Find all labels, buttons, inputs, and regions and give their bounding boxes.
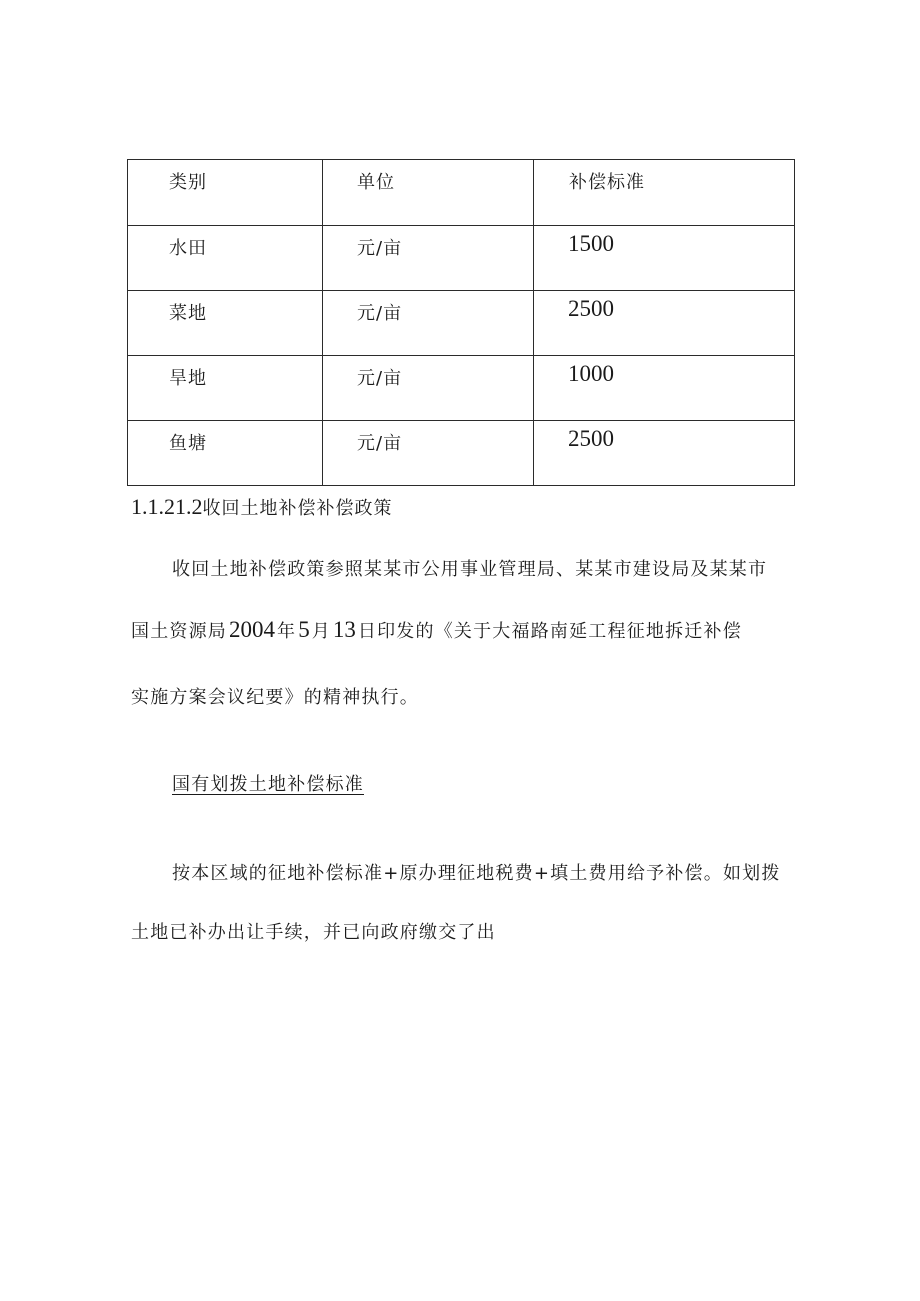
cell-standard: 1000 — [534, 356, 795, 421]
table-row — [128, 421, 795, 486]
cell-standard: 1500 — [534, 226, 795, 291]
paragraph-line: 收回土地补偿政策参照某某市公用事业管理局、某某市建设局及某某市 — [172, 559, 768, 580]
table-header-row — [128, 160, 795, 226]
cell-category: 水田 — [128, 226, 323, 291]
cell-standard: 2500 — [534, 291, 795, 356]
header-unit: 单位 — [323, 160, 534, 226]
cell-category: 鱼塘 — [128, 421, 323, 486]
section-number: 1.1.21.2 — [131, 494, 203, 519]
subheading: 国有划拨土地补偿标准 — [172, 774, 364, 795]
section-title: 收回土地补偿补偿政策 — [202, 498, 393, 519]
section-heading — [131, 494, 393, 520]
cell-unit: 元/亩 — [323, 421, 534, 486]
cell-unit: 元/亩 — [323, 291, 534, 356]
header-category: 类别 — [128, 160, 323, 226]
table-row — [128, 226, 795, 291]
cell-category: 菜地 — [128, 291, 323, 356]
paragraph-line: 按本区域的征地补偿标准+原办理征地税费+填土费用给予补偿。如划拨 — [172, 863, 781, 884]
cell-category: 旱地 — [128, 356, 323, 421]
paragraph-line: 土地已补办出让手续，并已向政府缴交了出 — [131, 922, 496, 943]
header-standard: 补偿标准 — [534, 160, 795, 226]
paragraph-line: 实施方案会议纪要》的精神执行。 — [131, 687, 419, 708]
cell-unit: 元/亩 — [323, 226, 534, 291]
cell-standard: 2500 — [534, 421, 795, 486]
table-row — [128, 356, 795, 421]
cell-unit: 元/亩 — [323, 356, 534, 421]
table-row — [128, 291, 795, 356]
paragraph-line: 国土资源局2004 年5 月13 日印发的《关于大福路南延工程征地拆迁补偿 — [131, 617, 742, 642]
compensation-table — [127, 159, 795, 486]
